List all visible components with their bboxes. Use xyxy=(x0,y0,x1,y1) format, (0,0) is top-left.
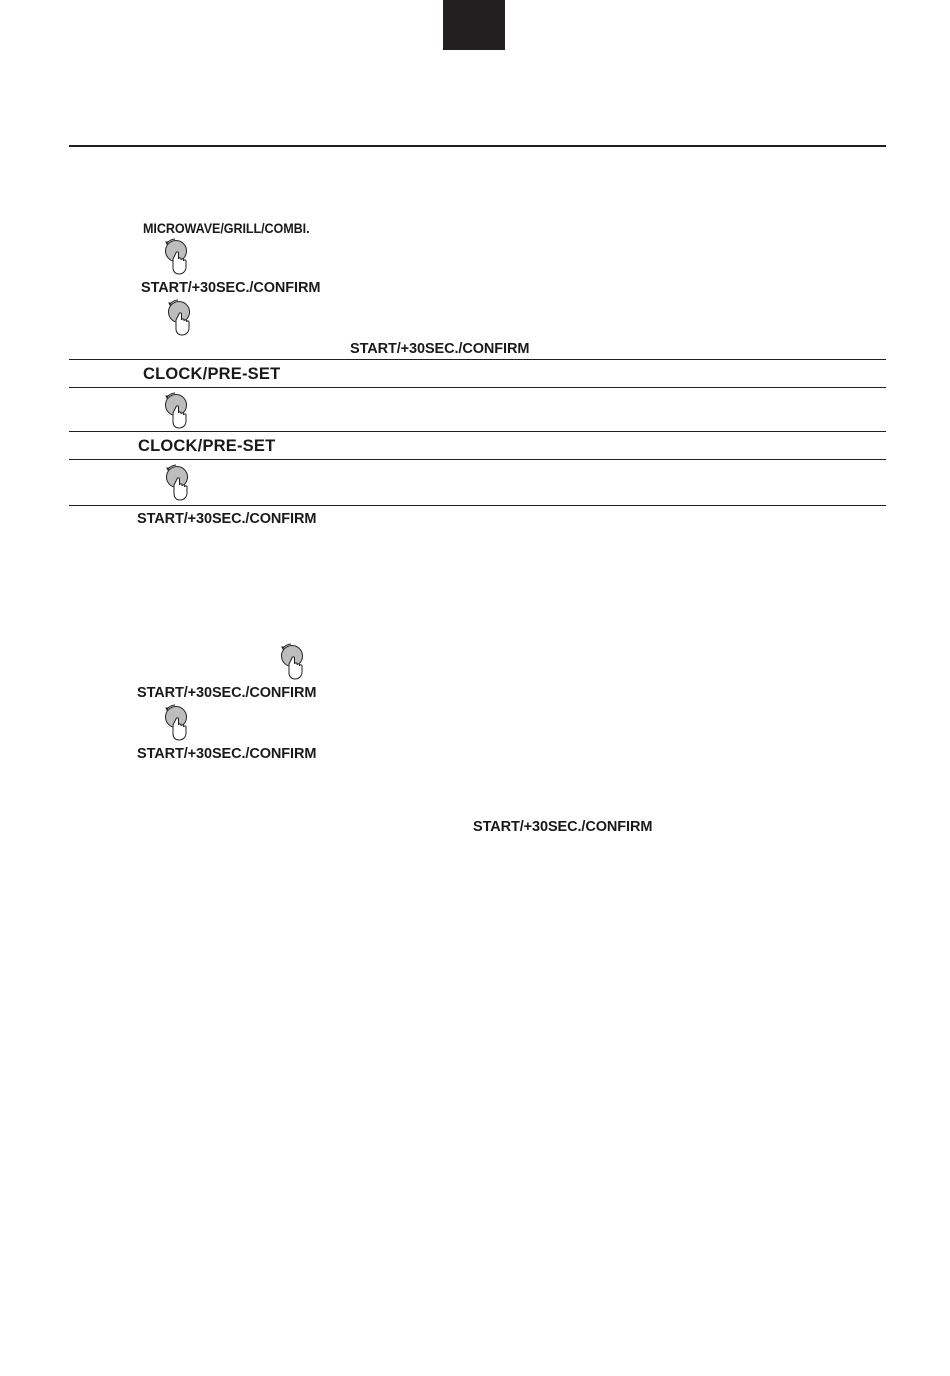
dial-knob-hand-icon xyxy=(161,463,195,501)
start-confirm-label-3: START/+30SEC./CONFIRM xyxy=(137,511,317,527)
clock-preset-label-1: CLOCK/PRE-SET xyxy=(143,365,281,383)
page-tab-marker xyxy=(443,0,505,50)
table-rule xyxy=(69,505,886,506)
table-rule xyxy=(69,459,886,460)
table-rule xyxy=(69,431,886,432)
dial-knob-hand-icon xyxy=(276,642,310,680)
start-confirm-label-1: START/+30SEC./CONFIRM xyxy=(141,280,321,296)
dial-knob-hand-icon xyxy=(160,391,194,429)
dial-knob-hand-icon xyxy=(163,298,197,336)
microwave-grill-combi-label: MICROWAVE/GRILL/COMBI. xyxy=(143,220,310,236)
table-rule xyxy=(69,387,886,388)
dial-knob-hand-icon xyxy=(160,237,194,275)
header-rule xyxy=(69,145,886,147)
start-confirm-label-2: START/+30SEC./CONFIRM xyxy=(350,341,530,357)
section-rule xyxy=(69,359,886,360)
start-confirm-label-5: START/+30SEC./CONFIRM xyxy=(137,746,317,762)
clock-preset-label-2: CLOCK/PRE-SET xyxy=(138,437,276,455)
start-confirm-label-6: START/+30SEC./CONFIRM xyxy=(473,819,653,835)
dial-knob-hand-icon xyxy=(160,703,194,741)
start-confirm-label-4: START/+30SEC./CONFIRM xyxy=(137,685,317,701)
